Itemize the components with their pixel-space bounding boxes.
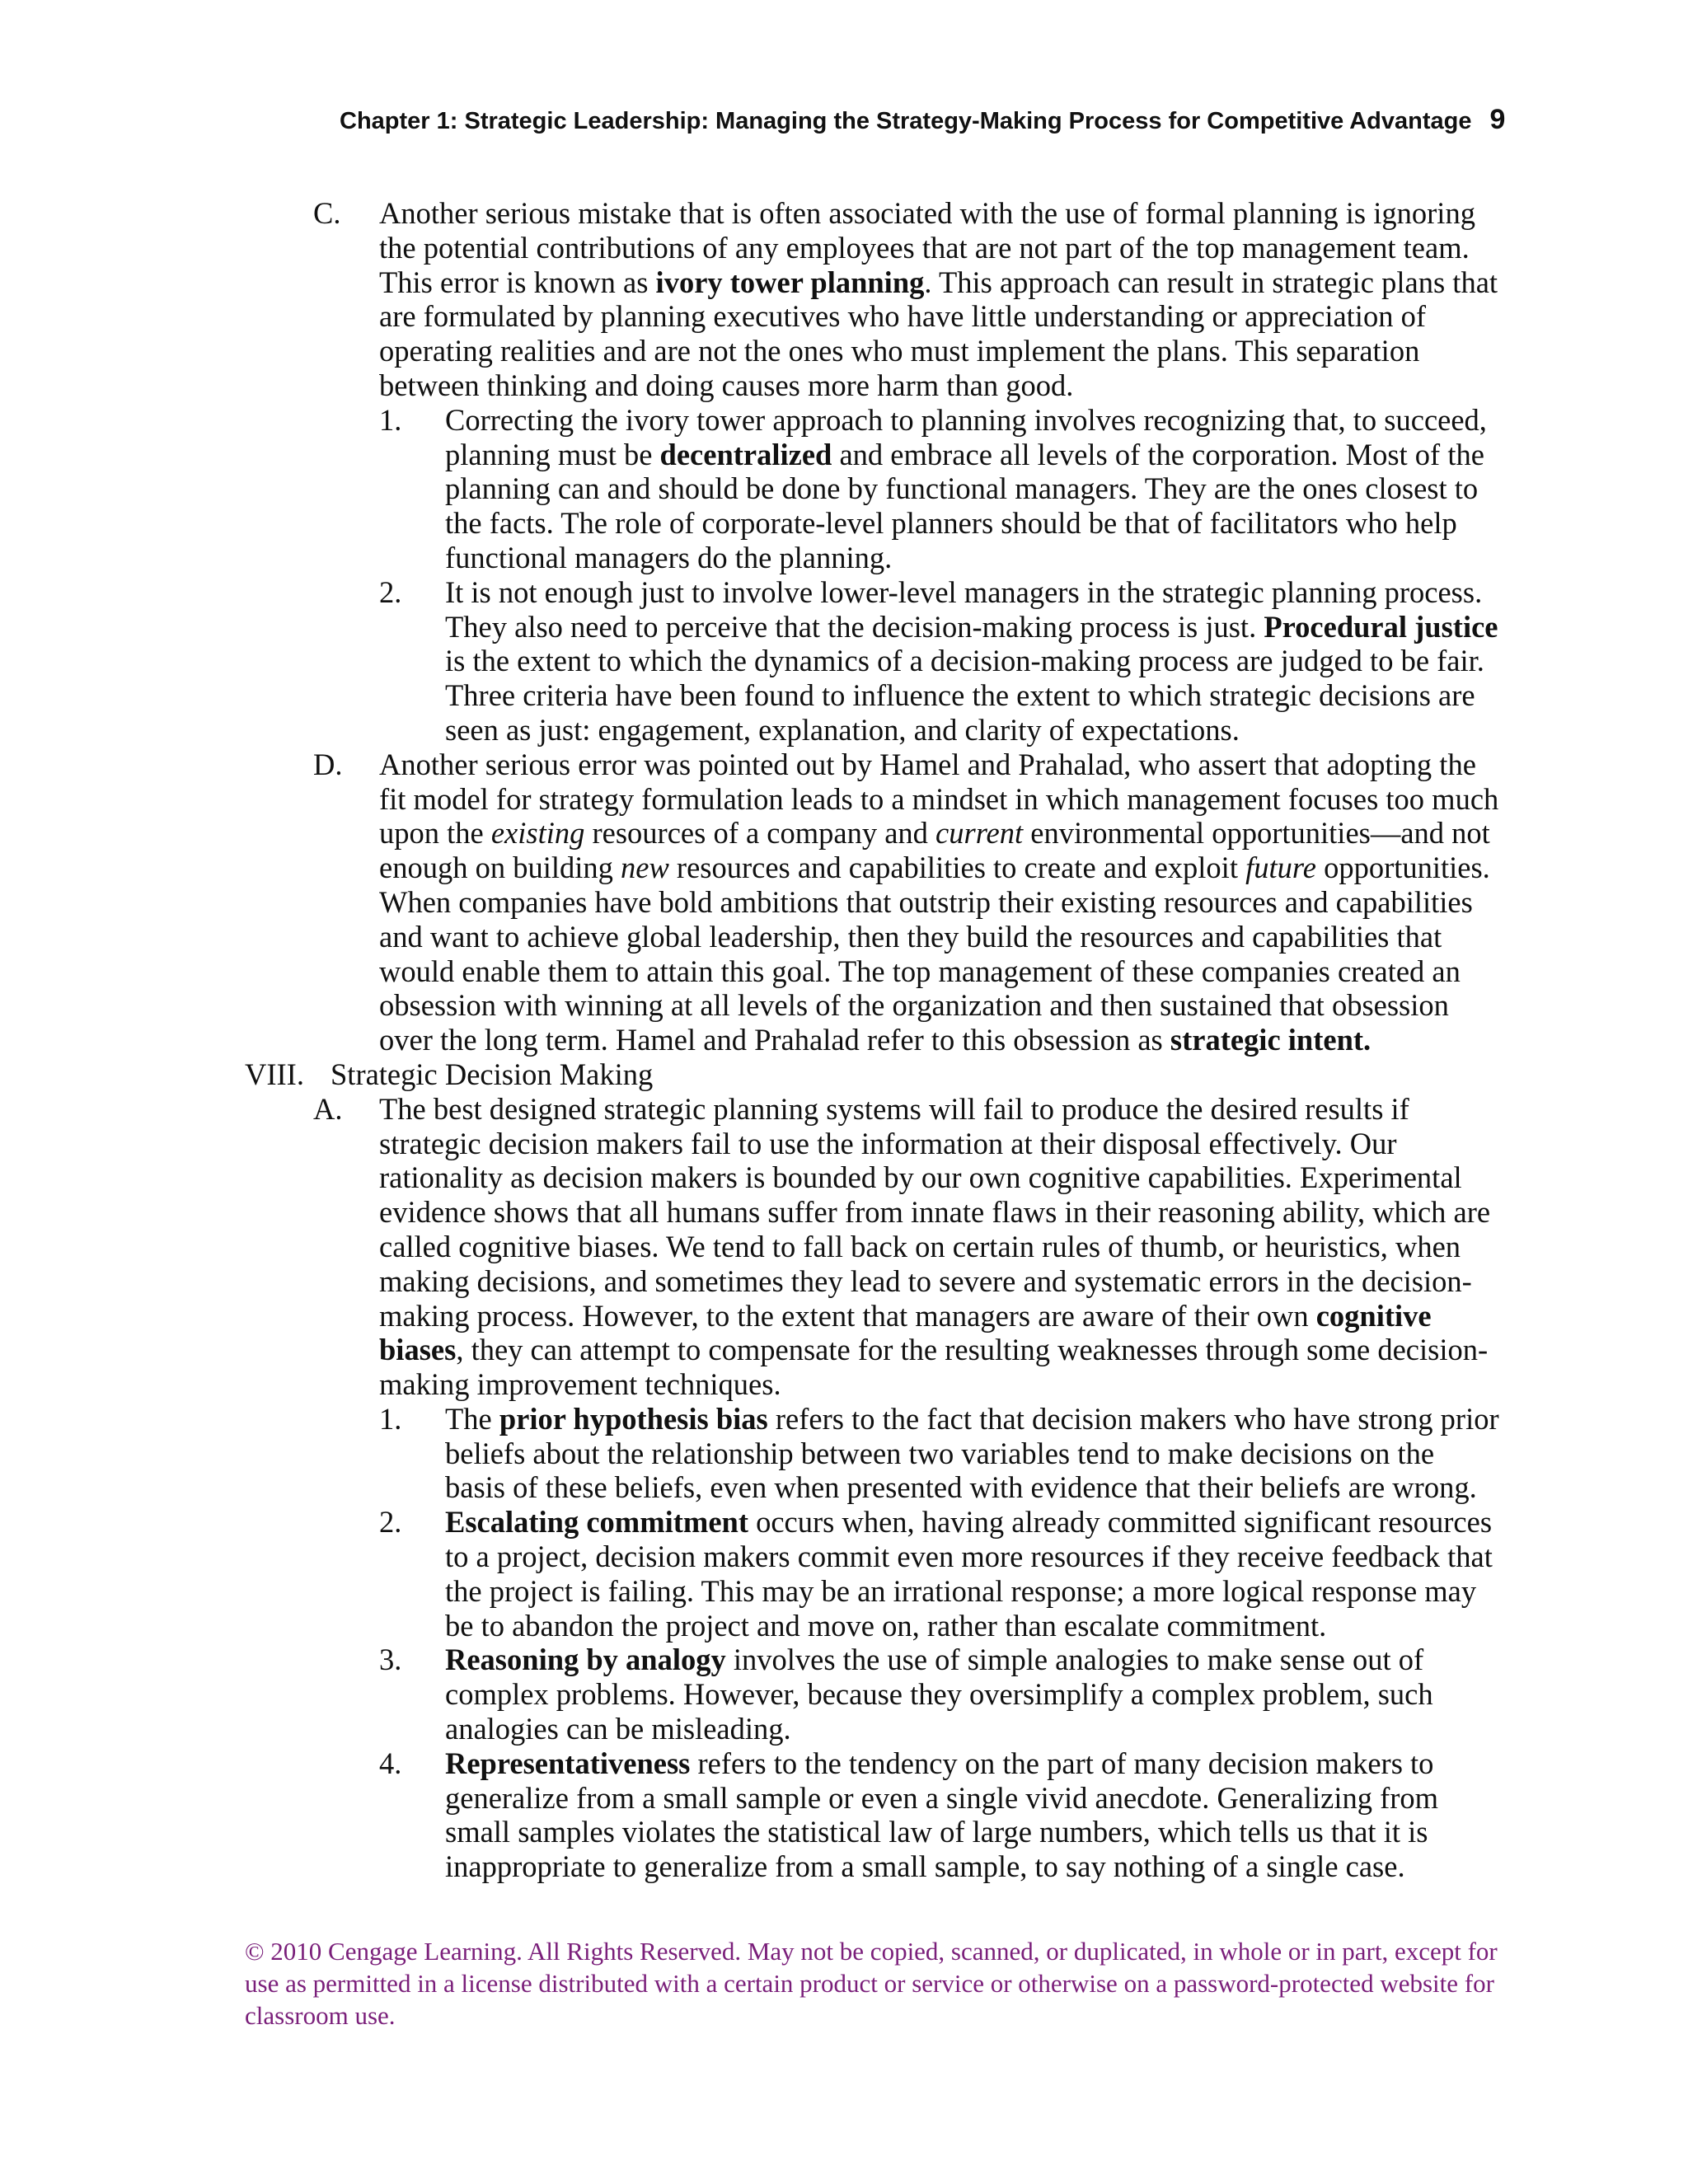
key-term: cognitive biases: [379, 1298, 1432, 1367]
item-label: 2.: [379, 1505, 402, 1540]
page-number: 9: [1489, 104, 1506, 135]
item-label: 2.: [379, 574, 402, 609]
item-text: Representativeness refers to the tendency on the part of many decision makers to generalize from a small sample or even a single vivid anecdote. Generalizing from small samples violates the statistical law of large numbers, which tells us that it is inappropriate to generalize from a small sample, to say nothing of a single case.: [445, 1746, 1439, 1884]
key-term: Reasoning by analogy: [445, 1643, 726, 1677]
outline-item-a-1: [0, 1402, 1688, 1505]
running-header: [340, 104, 1506, 137]
key-term: decentralized: [659, 437, 832, 471]
key-term: prior hypothesis bias: [499, 1401, 768, 1436]
emphasis: future: [1245, 851, 1316, 885]
item-label: A.: [313, 1091, 343, 1126]
item-text: Another serious error was pointed out by Hamel and Prahalad, who assert that adopting the fit model for strategy formulation leads to a mindset in which management focuses too much upon the existing resources of a company and current environmental opportunities—and not enough on building new resources and capabilities to create and exploit future opportunities. When companies have bold ambitions that outstrip their existing resources and capabilities and want to achieve global leadership, then they build the resources and capabilities that would enable them to attain this goal. The top management of these companies created an obsession with winning at all levels of the organization and then sustained that obsession over the long term. Hamel and Prahalad refer to this obsession as strategic intent.: [379, 747, 1499, 1057]
key-term: ivory tower planning: [655, 265, 925, 299]
key-term: Representativeness: [445, 1746, 691, 1780]
section-label: VIII.: [245, 1057, 304, 1091]
outline-item-a: [0, 1092, 1688, 1402]
outline-body: [0, 196, 1688, 1884]
item-text: Reasoning by analogy involves the use of simple analogies to make sense out of complex problems. However, because they oversimplify a complex problem, such analogies can be misleading.: [445, 1643, 1433, 1746]
item-label: D.: [313, 747, 343, 781]
item-label: 1.: [379, 1401, 402, 1436]
item-text: Correcting the ivory tower approach to planning involves recognizing that, to succeed, planning must be decentralized and embrace all levels of the corporation. Most of the planning can and should be done by functional managers. They are the ones closest to the facts. The role of corporate-level planners should be that of facilitators who help functional managers do the planning.: [445, 402, 1487, 574]
emphasis: new: [621, 851, 669, 885]
item-text: Escalating commitment occurs when, having already committed significant resources to a project, decision makers commit even more resources if they receive feedback that the project is failing. This may be an irrational response; a more logical response may be to abandon the project and move on, rather than escalate commitment.: [445, 1505, 1493, 1643]
emphasis: current: [935, 816, 1024, 851]
copyright-notice: © 2010 Cengage Learning. All Rights Reserved. May not be copied, scanned, or duplicated, in whole or in part, except for use as permitted in a license distributed with a certain product or service or otherwise on a password-protected website for classroom use.: [245, 1937, 1498, 2030]
outline-item-c: [0, 196, 1688, 403]
section-title: Strategic Decision Making: [331, 1057, 654, 1091]
item-text: The best designed strategic planning systems will fail to produce the desired results if strategic decision makers fail to use the information at their disposal effectively. Our rationality as decision makers is bounded by our own cognitive capabilities. Experimental evidence shows that all humans suffer from innate flaws in their reasoning ability, which are called cognitive biases. We tend to fall back on certain rules of thumb, or heuristics, when making decisions, and sometimes they lead to severe and systematic errors in the decision-making process. However, to the extent that managers are aware of their own cognitive biases, they can attempt to compensate for the resulting weaknesses through some decision-making improvement techniques.: [379, 1091, 1491, 1402]
key-term: Escalating commitment: [445, 1505, 748, 1540]
item-text: Another serious mistake that is often associated with the use of formal planning is ignoring the potential contributions of any employees that are not part of the top management team. This error is known as ivory tower planning. This approach can result in strategic plans that are formulated by planning executives who have little understanding or appreciation of operating realities and are not the ones who must implement the plans. This separation between thinking and doing causes more harm than good.: [379, 196, 1498, 402]
item-text: It is not enough just to involve lower-level managers in the strategic planning process. They also need to perceive that the decision-making process is just. Procedural justice is the extent to which the dynamics of a decision-making process are judged to be fair. Three criteria have been found to influence the extent to which strategic decisions are seen as just: engagement, explanation, and clarity of expectations.: [445, 574, 1498, 747]
outline-item-a-2: [0, 1505, 1688, 1643]
chapter-title: Chapter 1: Strategic Leadership: Managing the Strategy-Making Process for Competitive Advantage: [340, 108, 1472, 134]
item-label: C.: [313, 196, 341, 230]
key-term: Procedural justice: [1264, 609, 1498, 644]
key-term: strategic intent.: [1170, 1023, 1372, 1057]
item-label: 3.: [379, 1643, 402, 1677]
item-text: The prior hypothesis bias refers to the fact that decision makers who have strong prior beliefs about the relationship between two variables tend to make decisions on the basis of these beliefs, even when presented with evidence that their beliefs are wrong.: [445, 1401, 1499, 1505]
outline-item-a-3: [0, 1643, 1688, 1746]
item-label: 1.: [379, 402, 402, 437]
item-label: 4.: [379, 1746, 402, 1780]
emphasis: existing: [490, 816, 585, 851]
outline-item-c-2: [0, 575, 1688, 748]
outline-item-c-1: [0, 403, 1688, 575]
outline-item-a-4: [0, 1746, 1688, 1884]
outline-section-viii: [0, 1057, 1688, 1092]
outline-item-d: [0, 748, 1688, 1057]
